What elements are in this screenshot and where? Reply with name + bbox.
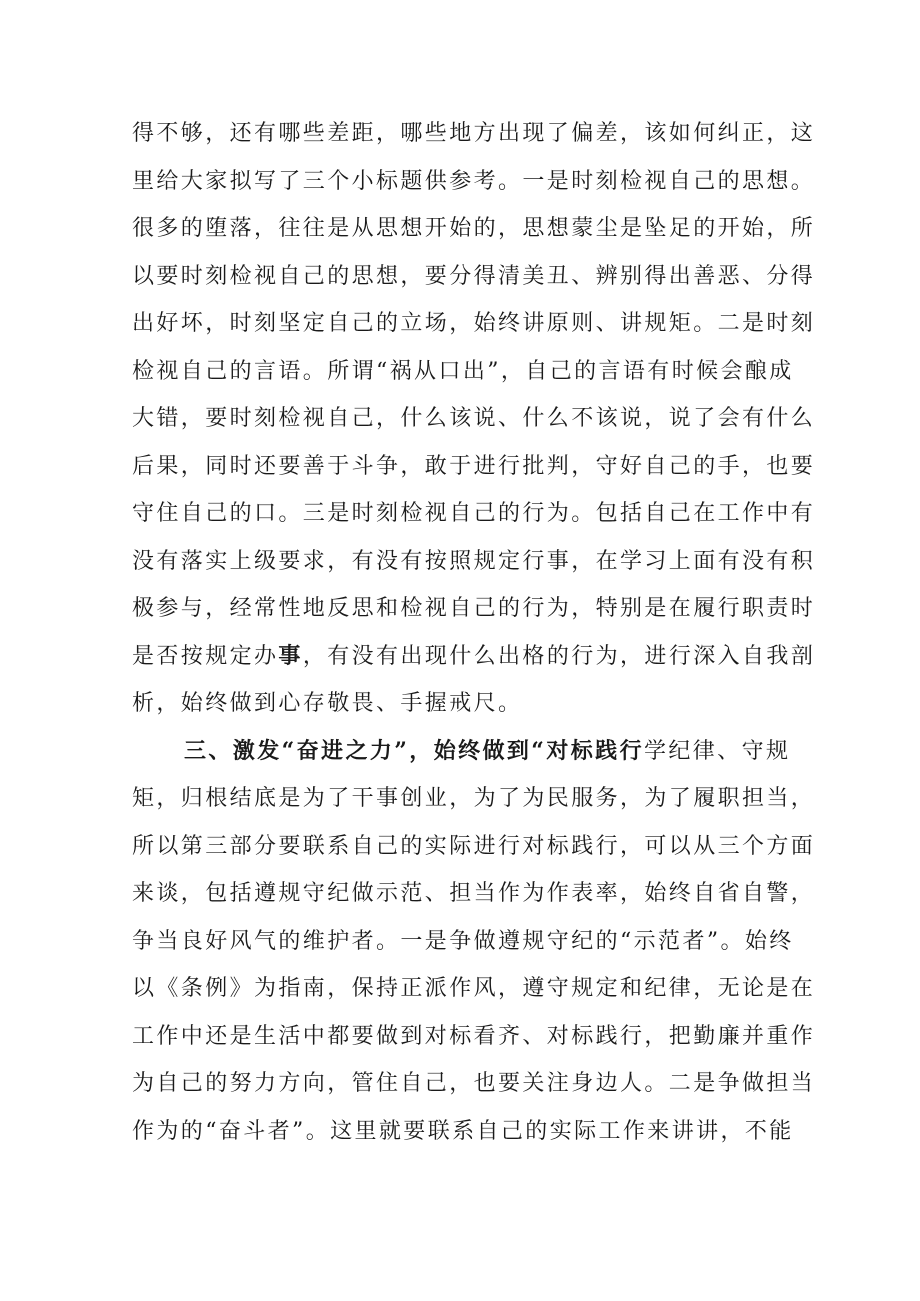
text-line (132, 300, 816, 348)
text-segment: 大错，要时刻检视自己，什么该说、什么不该说，说了会有什么 (132, 406, 816, 431)
text-line (132, 965, 816, 1013)
text-segment: 极参与，经常性地反思和检视自己的行为，特别是在履行职责时 (132, 596, 816, 621)
text-segment: 得不够，还有哪些差距，哪些地方出现了偏差，该如何纠正，这 (132, 121, 816, 146)
text-line (132, 918, 792, 966)
bold-text-segment: 事 (278, 642, 303, 669)
text-segment: 所以第三部分要联系自己的实际进行对标践行，可以从三个方面 (132, 833, 816, 859)
text-segment: 学纪律、守规 (643, 738, 791, 764)
text-line (132, 395, 816, 443)
text-line (132, 1108, 792, 1156)
text-segment: 里给大家拟写了三个小标题供参考。一是时刻检视自己的思想。 (132, 168, 816, 194)
text-segment: 很多的堕落，往往是从思想开始的，思想蒙尘是坠足的开始，所 (132, 216, 816, 241)
text-line (132, 775, 816, 823)
text-segment: 是否按规定办 (132, 643, 279, 669)
text-segment: 为自己的努力方向，管住自己，也要关注身边人。二是争做担当 (132, 1071, 816, 1096)
text-line (132, 585, 816, 633)
text-segment: 作为的“奋斗者”。这里就要联系自己的实际工作来讲讲，不能 (132, 1118, 794, 1144)
text-segment: 以要时刻检视自己的思想，要分得清美丑、辨别得出善恶、分得 (132, 263, 816, 289)
section-heading-line (132, 728, 792, 776)
text-line (132, 348, 792, 396)
text-segment: ，有没有出现什么出格的行为，进行深入自我剖 (302, 643, 816, 669)
text-segment: 守住自己的口。三是时刻检视自己的行为。包括自己在工作中有 (132, 501, 816, 526)
text-line (132, 870, 816, 918)
text-segment: 没有落实上级要求，有没有按照规定行事，在学习上面有没有积 (132, 548, 816, 574)
text-line (132, 1013, 816, 1061)
text-segment: 来谈，包括遵规守纪做示范、担当作为作表率，始终自省自警， (132, 881, 816, 906)
text-segment: 矩，归根结底是为了干事创业，为了为民服务，为了履职担当， (132, 786, 816, 811)
text-line (132, 680, 792, 728)
text-segment: 以《条例》为指南，保持正派作风，遵守规定和纪律，无论是在 (132, 976, 816, 1001)
text-line (132, 490, 816, 538)
text-line (132, 823, 816, 871)
text-line (132, 158, 816, 206)
text-segment: 工作中还是生活中都要做到对标看齐、对标践行，把勤廉并重作 (132, 1023, 816, 1049)
text-line (132, 1060, 816, 1108)
bold-text-segment: 三、激发“奋进之力”，始终做到“对标践行 (184, 737, 644, 764)
document-body (132, 110, 816, 1155)
text-line (132, 253, 816, 301)
text-line (132, 633, 816, 681)
text-segment: 析，始终做到心存敬畏、手握戒尺。 (132, 691, 523, 716)
text-segment: 后果，同时还要善于斗争，敢于进行批判，守好自己的手，也要 (132, 453, 816, 479)
text-line (132, 110, 816, 158)
text-segment: 检视自己的言语。所谓“祸从口出”，自己的言语有时候会酿成 (132, 358, 794, 384)
text-line (132, 538, 816, 586)
text-segment: 争当良好风气的维护者。一是争做遵规守纪的“示范者”。始终 (132, 928, 794, 954)
text-segment: 出好坏，时刻坚定自己的立场，始终讲原则、讲规矩。二是时刻 (132, 311, 816, 336)
text-line (132, 205, 816, 253)
text-line (132, 443, 816, 491)
